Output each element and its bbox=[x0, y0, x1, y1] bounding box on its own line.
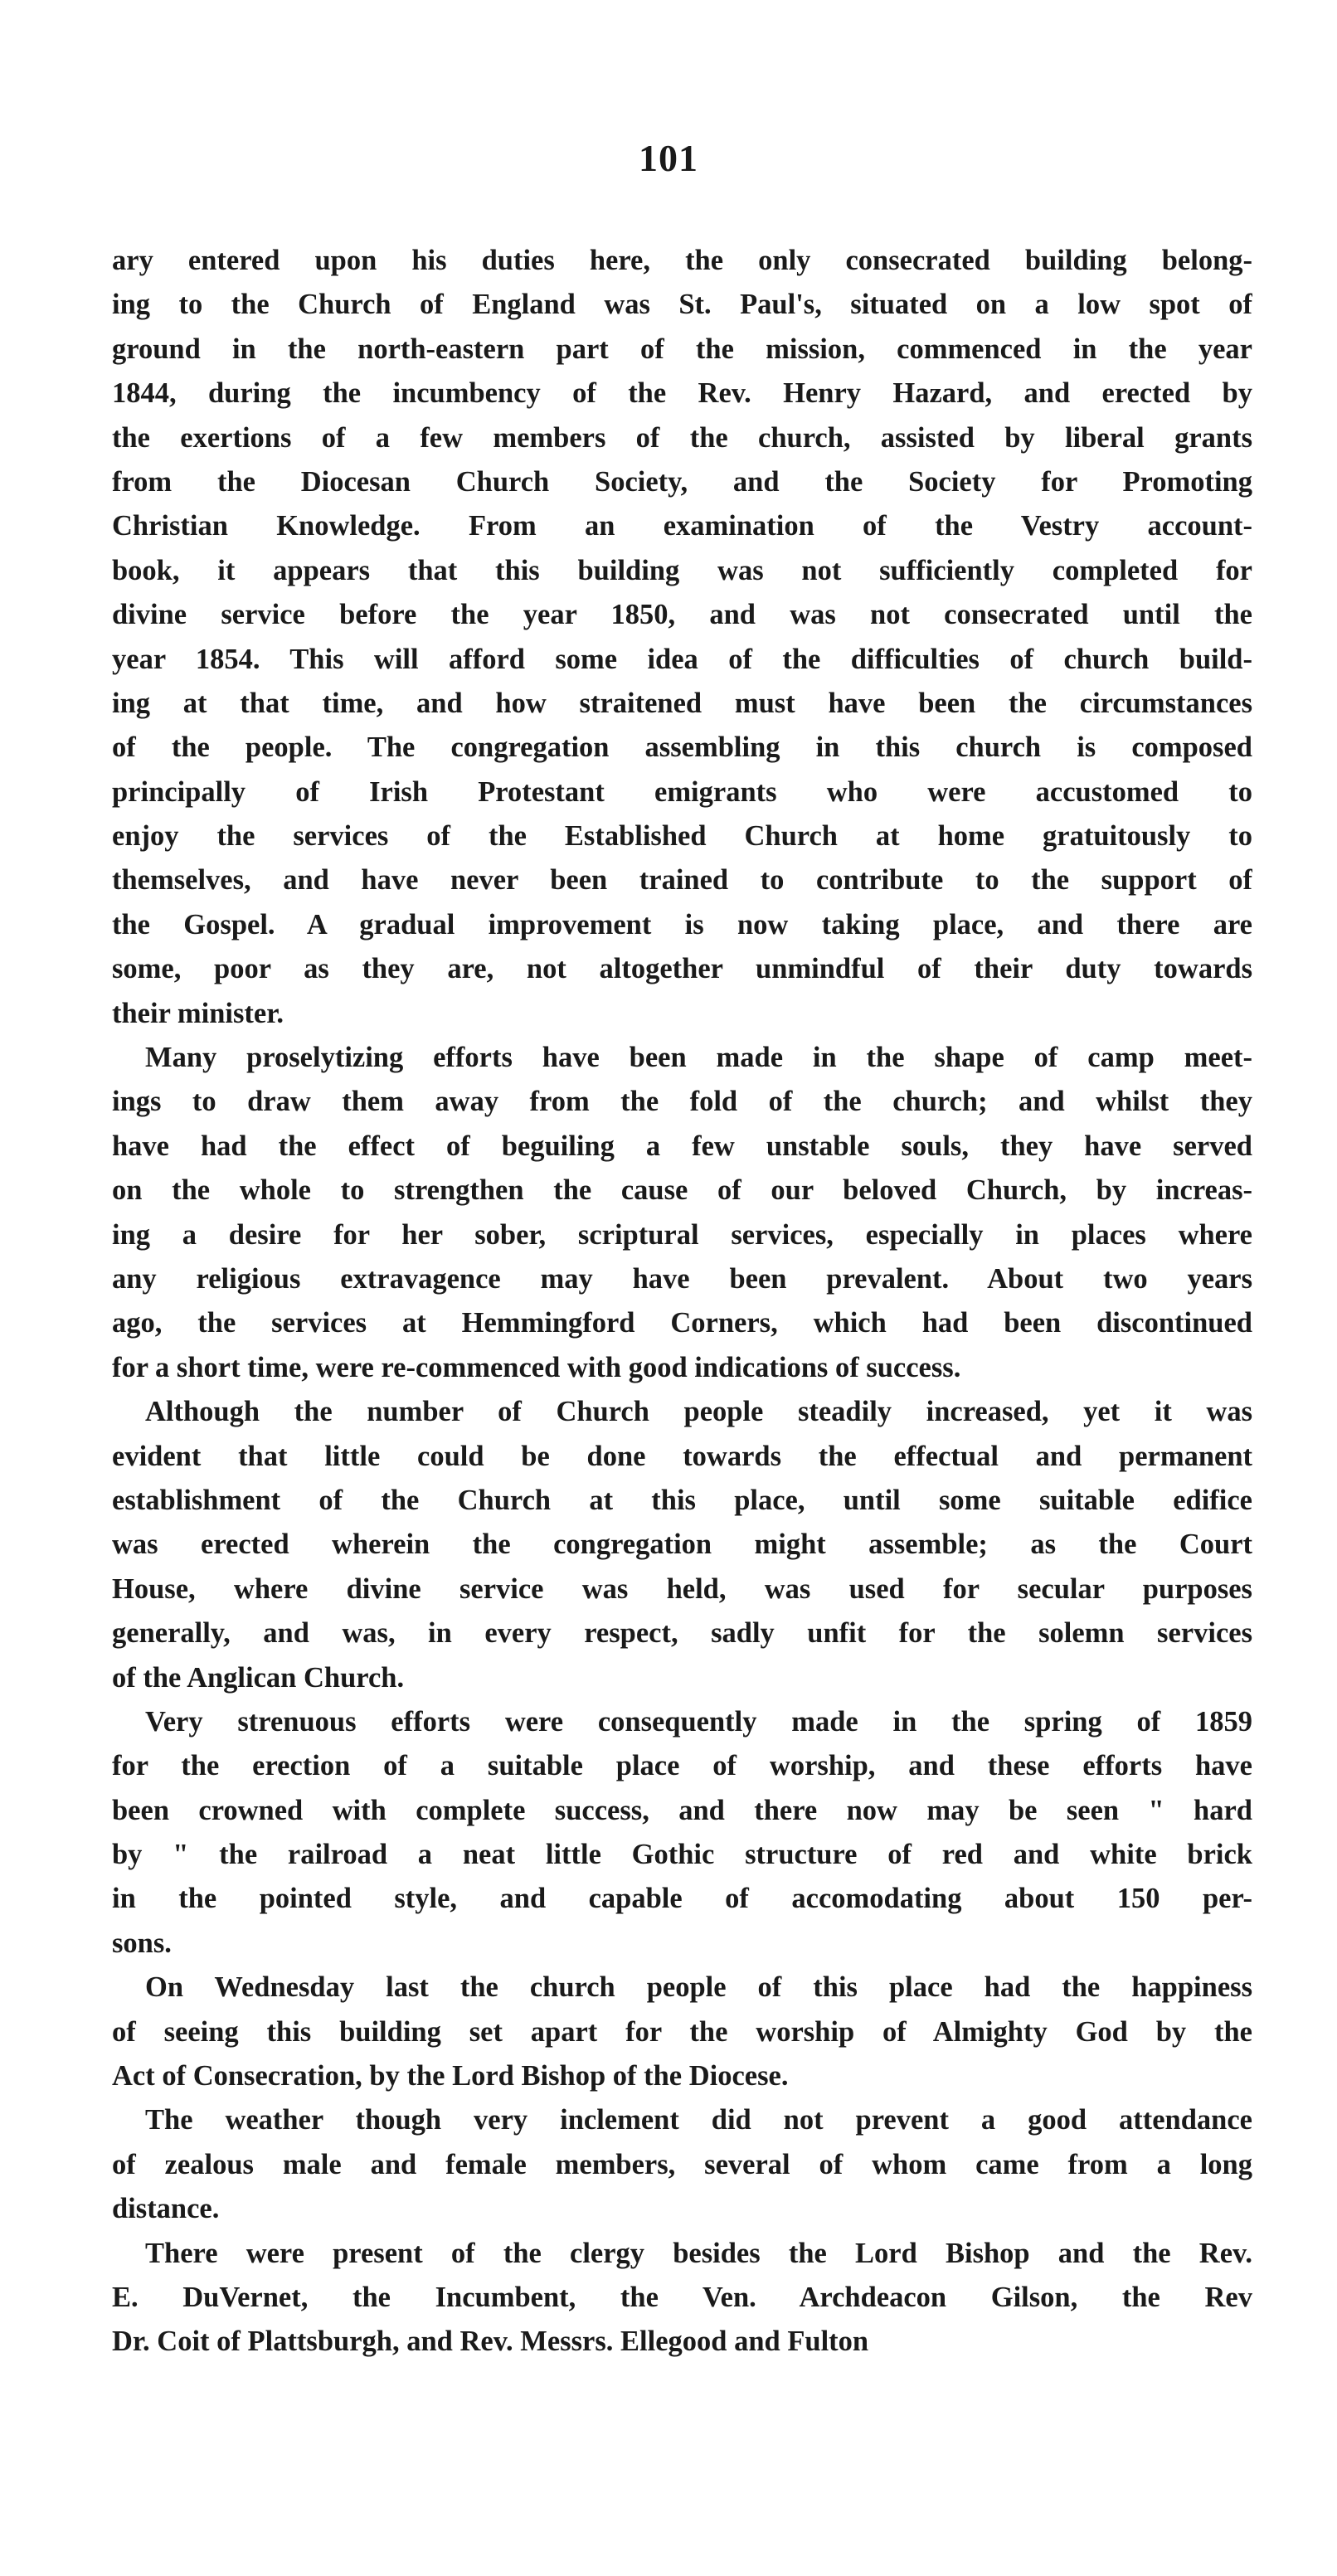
text-line: E. DuVernet, the Incumbent, the Ven. Archdeacon Gilson, the Rev bbox=[112, 2281, 1252, 2313]
text-line: House, where divine service was held, was used for secular purposes bbox=[112, 1572, 1252, 1605]
text-line: their minister. bbox=[112, 997, 284, 1029]
text-line: ago, the services at Hemmingford Corners, which had been discontinued bbox=[112, 1307, 1252, 1339]
text-line: Although the number of Church people steadily increased, yet it was bbox=[145, 1396, 1252, 1428]
text-line: divine service before the year 1850, and was not consecrated until the bbox=[112, 599, 1252, 631]
text-line: generally, and was, in every respect, sadly unfit for the solemn services bbox=[112, 1617, 1252, 1650]
text-line: of the people. The congregation assembling in this church is composed bbox=[112, 731, 1252, 764]
text-line: book, it appears that this building was not sufficiently completed for bbox=[112, 554, 1252, 586]
text-line: Act of Consecration, by the Lord Bishop of the Diocese. bbox=[112, 2060, 789, 2092]
text-line: ground in the north-eastern part of the mission, commenced in the year bbox=[112, 333, 1252, 365]
text-line: some, poor as they are, not altogether unmindful of their duty towards bbox=[112, 953, 1252, 985]
text-line: the Gospel. A gradual improvement is now taking place, and there are bbox=[112, 908, 1252, 940]
paragraph bbox=[112, 1700, 1252, 1966]
paragraph bbox=[112, 2232, 1252, 2365]
text-line: ary entered upon his duties here, the only consecrated building belong- bbox=[112, 245, 1252, 276]
text-line: distance. bbox=[112, 2193, 220, 2225]
text-line: of zealous male and female members, several of whom came from a long bbox=[112, 2148, 1252, 2180]
text-line: on the whole to strengthen the cause of our beloved Church, by increas- bbox=[112, 1174, 1252, 1207]
paragraph bbox=[112, 1966, 1252, 2098]
text-line: ing to the Church of England was St. Paul's, situated on a low spot of bbox=[112, 289, 1252, 321]
text-line: Very strenuous efforts were consequently made in the spring of 1859 bbox=[145, 1705, 1252, 1738]
text-line: been crowned with complete success, and there now may be seen " hard bbox=[112, 1794, 1252, 1826]
text-line: for the erection of a suitable place of worship, and these efforts have bbox=[112, 1750, 1252, 1782]
text-line: have had the effect of beguiling a few unstable souls, they have served bbox=[112, 1130, 1252, 1162]
text-line: There were present of the clergy besides the Lord Bishop and the Rev. bbox=[145, 2237, 1252, 2269]
text-line: ings to draw them away from the fold of the church; and whilst they bbox=[112, 1086, 1252, 1118]
text-line: by " the railroad a neat little Gothic structure of red and white brick bbox=[112, 1839, 1252, 1871]
text-line: for a short time, were re-commenced with good indications of success. bbox=[112, 1351, 961, 1383]
text-line: of seeing this building set apart for the worship of Almighty God by the bbox=[112, 2015, 1252, 2048]
text-line: Christian Knowledge. From an examination of the Vestry account- bbox=[112, 510, 1252, 542]
text-line: themselves, and have never been trained to contribute to the support of bbox=[112, 864, 1252, 897]
text-line: ing at that time, and how straitened must have been the circumstances bbox=[112, 687, 1252, 719]
body-text bbox=[112, 239, 1252, 2365]
text-line: The weather though very inclement did not prevent a good attendance bbox=[145, 2104, 1252, 2136]
text-line: any religious extravagence may have been prevalent. About two years bbox=[112, 1262, 1252, 1295]
paragraph bbox=[112, 1390, 1252, 1700]
text-line: evident that little could be done towards the effectual and permanent bbox=[112, 1440, 1252, 1472]
text-line: enjoy the services of the Established Church at home gratuitously to bbox=[112, 820, 1252, 853]
text-line: in the pointed style, and capable of accomodating about 150 per- bbox=[112, 1883, 1252, 1915]
text-line: year 1854. This will afford some idea of the difficulties of church build- bbox=[112, 643, 1252, 675]
text-line: from the Diocesan Church Society, and the Society for Promoting bbox=[112, 465, 1252, 498]
text-line: of the Anglican Church. bbox=[112, 1661, 405, 1694]
paragraph bbox=[112, 2098, 1252, 2231]
text-line: ing a desire for her sober, scriptural services, especially in places where bbox=[112, 1218, 1252, 1251]
text-line: was erected wherein the congregation might assemble; as the Court bbox=[112, 1529, 1252, 1561]
text-line: Many proselytizing efforts have been made in the shape of camp meet- bbox=[145, 1042, 1252, 1074]
text-line: sons. bbox=[112, 1927, 172, 1959]
paragraph bbox=[112, 1036, 1252, 1390]
text-line: principally of Irish Protestant emigrants who were accustomed to bbox=[112, 775, 1252, 808]
text-line: the exertions of a few members of the church, assisted by liberal grants bbox=[112, 421, 1252, 454]
page-number: 101 bbox=[639, 137, 698, 179]
text-line: establishment of the Church at this place, until some suitable edifice bbox=[112, 1484, 1252, 1516]
paragraph bbox=[112, 239, 1252, 1036]
text-line: Dr. Coit of Plattsburgh, and Rev. Messrs. Ellegood and Fulton bbox=[112, 2326, 869, 2358]
text-line: 1844, during the incumbency of the Rev. Henry Hazard, and erected by bbox=[112, 377, 1252, 410]
text-line: On Wednesday last the church people of this place had the happiness bbox=[145, 1971, 1252, 2004]
